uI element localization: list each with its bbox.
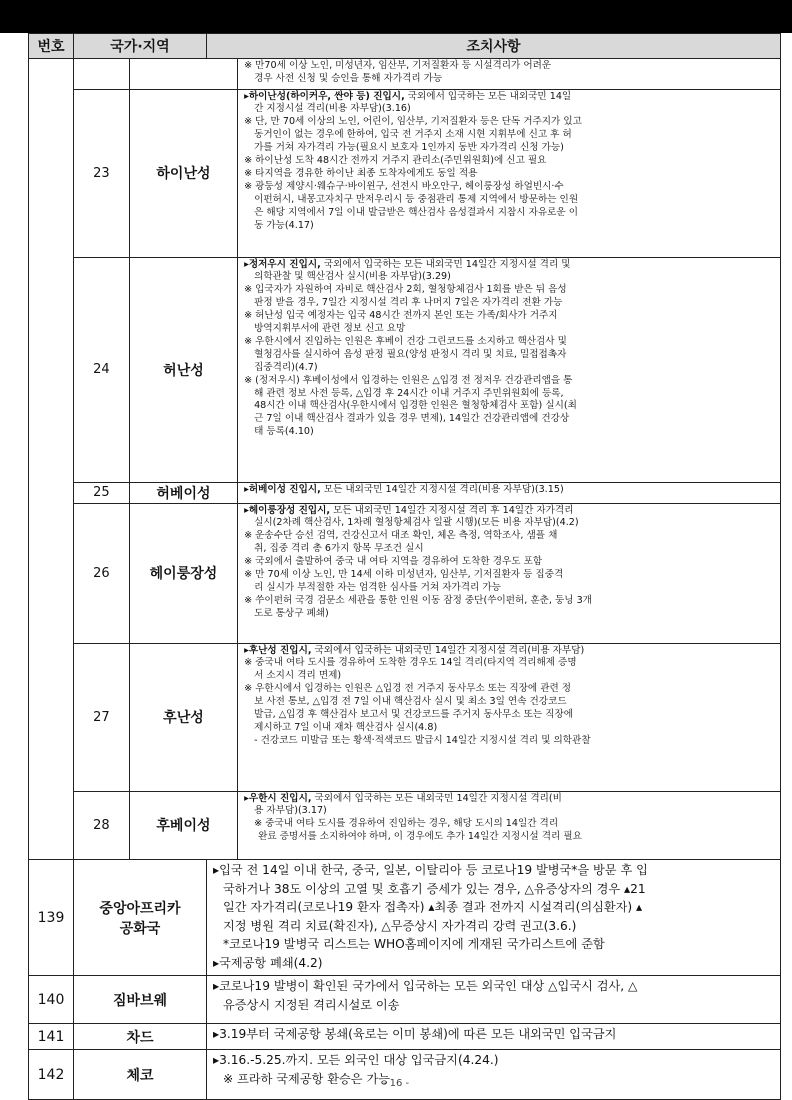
- text-line: [213, 1051, 776, 1070]
- line-text: 국외에서 입국하는 내외국민 14일간 지정시설 격리(비용 자부담): [311, 644, 585, 656]
- province-row: [74, 643, 780, 791]
- line-text: ▸입국 전 14일 이내 한국, 중국, 일본, 이탈리아 등 코로나19 발병국*을 방문 후 입: [213, 863, 648, 877]
- line-text: 국외에서 입국하는 모든 내외국민 14일: [404, 90, 572, 102]
- text-line: [244, 517, 776, 530]
- text-line: [244, 670, 776, 683]
- line-text: 제시하고 7일 이내 재차 핵산검사 실시(4.8): [254, 721, 438, 733]
- country-measures: [207, 860, 781, 976]
- top-black-bar: [0, 0, 792, 33]
- table-header-row: [29, 34, 781, 59]
- text-line: [244, 831, 776, 844]
- text-line: [213, 935, 776, 954]
- text-line: [244, 722, 776, 735]
- province-no: 26: [74, 503, 129, 643]
- country-row: [29, 1024, 781, 1050]
- country-no: 142: [29, 1050, 74, 1100]
- line-text: ※ 중국내 여타 도시를 경유하여 진입하는 경우, 해당 도시의 14일간 격리: [254, 818, 559, 830]
- province-name: 허난성: [129, 257, 237, 482]
- line-text: 가를 거쳐 자가격리 가능(필요시 보호자 1인까지 동반 자가격리 신청 가능): [254, 142, 564, 154]
- country-row: [29, 860, 781, 976]
- line-text: 실시(2차례 핵산검사, 1차례 혈청항체검사 일괄 시행)(모든 비용 자부담)(4.2): [254, 517, 579, 529]
- line-text: ※ 만70세 이상 노인, 미성년자, 임산부, 기저질환자 등 시설격리가 어려운: [244, 60, 552, 71]
- country-name-line: 공화국: [119, 920, 161, 937]
- line-text: 지정 병원 격리 치료(확진자), △무증상시 자가격리 강력 권고(3.6.): [223, 918, 577, 933]
- text-line: [244, 103, 776, 116]
- text-line: [244, 595, 776, 608]
- line-text: 국하거나 38도 이상의 고열 및 호흡기 증세가 있는 경우, △유증상자의 경우 ▴21: [223, 881, 646, 896]
- text-line: [244, 323, 776, 336]
- line-text: 간 지정시설 격리(비용 자부담)(3.16): [254, 103, 411, 115]
- line-text: 도로 통상구 폐쇄): [254, 607, 329, 619]
- province-no: 27: [74, 643, 129, 791]
- line-text: ※ 우한시에서 입경하는 인원은 △입경 전 거주지 동사무소 또는 직장에 관련 정: [244, 683, 572, 695]
- text-line: [244, 181, 776, 194]
- text-line: [213, 977, 776, 996]
- header-region: 국가·지역: [74, 34, 207, 59]
- province-no: 23: [74, 89, 129, 257]
- line-text: 의학관찰 및 핵산검사 실시(비용 자부담)(3.29): [254, 271, 451, 283]
- text-line: [244, 310, 776, 323]
- country-no: 141: [29, 1024, 74, 1050]
- text-line: [244, 400, 776, 413]
- line-text: 보 사전 통보, △입경 전 7일 이내 핵산검사 실시 및 최소 3일 연속 건강코드: [254, 696, 567, 708]
- text-line: [244, 696, 776, 709]
- line-text: ※ 하이난성 도착 48시간 전까지 거주지 관리소(주민위원회)에 신고 필요: [244, 155, 547, 167]
- line-text: ※ 중국내 여타 도시를 경유하여 도착한 경우도 14일 격리(타지역 격리해제 증명: [244, 657, 577, 669]
- text-line: [244, 556, 776, 569]
- bold-lead: ▸허베이성 진입시,: [244, 483, 321, 495]
- text-line: [244, 284, 776, 297]
- text-line: [244, 336, 776, 349]
- province-measures: [238, 791, 780, 859]
- text-line: [244, 683, 776, 696]
- country-measures: [207, 976, 781, 1024]
- line-text: 해 관련 정보 사전 등록, △입경 후 24시간 이내 거주지 주민위원회에 등록,: [254, 387, 564, 399]
- text-line: [213, 917, 776, 936]
- province-measures: [238, 59, 780, 89]
- province-measures: [238, 89, 780, 257]
- province-name: 후난성: [129, 643, 237, 791]
- document-page: [28, 33, 780, 1086]
- china-row-no: [29, 59, 74, 860]
- text-line: [213, 954, 776, 973]
- text-line: [244, 220, 776, 233]
- country-measures: [207, 1024, 781, 1050]
- country-no: 139: [29, 860, 74, 976]
- line-text: 모든 내외국민 14일간 지정시설 격리(비용 자부담)(3.15): [320, 483, 564, 495]
- text-line: [213, 880, 776, 899]
- line-text: ※ 광둥성 제양시·웨슈구·바이윈구, 선전시 바오안구, 헤이룽장성 하얼빈시·수: [244, 180, 564, 192]
- country-no: 140: [29, 976, 74, 1024]
- line-text: 취, 집중 격리 총 6가지 항목 무조건 실시: [254, 543, 424, 555]
- text-line: [244, 426, 776, 439]
- line-text: 48시간 이내 핵산검사(우한시에서 입경한 인원은 혈청항체검사 포함) 실시(최: [254, 400, 577, 412]
- text-line: [244, 155, 776, 168]
- header-measures: 조치사항: [207, 34, 781, 59]
- province-row: [74, 257, 780, 482]
- text-line: [244, 818, 776, 831]
- province-measures: [238, 482, 780, 503]
- province-row: [74, 791, 780, 859]
- line-text: ※ 운송수단 승선 검역, 건강신고서 대조 확인, 체온 측정, 역학조사, 샘플 채: [244, 530, 558, 542]
- bold-lead: ▸우한시 진입시,: [244, 792, 312, 804]
- province-name: 헤이룽장성: [129, 503, 237, 643]
- text-line: [244, 259, 776, 272]
- line-text: ▸3.16.-5.25.까지. 모든 외국인 대상 입국금지(4.24.): [213, 1053, 499, 1067]
- text-line: [244, 709, 776, 722]
- line-text: 일간 자가격리(코로나19 환자 접촉자) ▴최종 결과 전까지 시설격리(의심환자) ▴: [223, 900, 643, 915]
- country-name-line: 차드: [126, 1029, 154, 1046]
- province-no: 24: [74, 257, 129, 482]
- line-text: 국외에서 입국하는 모든 내외국민 14일간 지정시설 격리 및: [320, 258, 571, 270]
- text-line: [213, 996, 776, 1015]
- province-measures: [238, 643, 780, 791]
- text-line: [244, 388, 776, 401]
- country-name: [74, 976, 207, 1024]
- text-line: [244, 413, 776, 426]
- bold-lead: ▸정저우시 진입시,: [244, 258, 321, 270]
- page-number: - 16 -: [382, 1078, 410, 1089]
- line-text: 은 해당 지역에서 7일 이내 발급받은 핵산검사 음성결과서 지참시 자유로운 이: [254, 206, 578, 218]
- text-line: [244, 129, 776, 142]
- text-line: [244, 735, 776, 748]
- line-text: - 건강코드 미발급 또는 황색·적색코드 발급시 14일간 지정시설 격리 및 의학관찰: [254, 734, 591, 746]
- line-text: 혈청검사를 실시하여 음성 판정 필요(양성 판정시 격리 및 치료, 밀접접촉자: [254, 348, 567, 360]
- province-no: 25: [74, 482, 129, 503]
- bold-lead: ▸후난성 진입시,: [244, 644, 312, 656]
- line-text: 발급, △입경 후 핵산검사 보고서 및 건강코드를 주거지 동사무소 또는 직장에: [254, 709, 574, 721]
- country-row: [29, 1050, 781, 1100]
- text-line: [244, 362, 776, 375]
- text-line: [213, 861, 776, 880]
- province-row: [74, 59, 780, 89]
- text-line: [244, 207, 776, 220]
- line-text: 판정 받을 경우, 7일간 지정시설 격리 후 나머지 7일은 자가격리 전환 가능: [254, 297, 563, 309]
- country-name-line: 짐바브웨: [112, 992, 168, 1009]
- bold-lead: ▸헤이룽장성 진입시,: [244, 504, 331, 516]
- line-text: ※ 허난성 입국 예정자는 입국 48시간 전까지 본인 또는 가족/회사가 거주지: [244, 310, 558, 322]
- line-text: ※ 입국자가 자원하여 자비로 핵산검사 2회, 혈청항체검사 1회를 받은 뒤 음성: [244, 284, 567, 296]
- line-text: ※ 단, 만 70세 이상의 노인, 어린이, 임산부, 기저질환자 등은 단독 거주지가 있고: [244, 116, 582, 128]
- province-subtable: [74, 59, 780, 859]
- province-row: [74, 482, 780, 503]
- text-line: [244, 349, 776, 362]
- line-text: 근 7일 이내 핵산검사 결과가 있을 경우 면제), 14일간 건강관리앱에 건강상: [254, 413, 570, 425]
- text-line: [244, 142, 776, 155]
- line-text: ※ 만 70세 이상 노인, 만 14세 이하 미성년자, 임산부, 기저질환자 등 집중격: [244, 569, 564, 581]
- text-line: [244, 805, 776, 818]
- country-name-line: 체코: [126, 1067, 154, 1084]
- province-measures: [238, 503, 780, 643]
- line-text: 용 자부담)(3.17): [254, 805, 327, 817]
- line-text: 이펀허시, 내몽고자치구 만저우리시 등 중점관리 통제 지역에서 방문하는 인원: [254, 193, 579, 205]
- text-line: [244, 168, 776, 181]
- text-line: [244, 484, 776, 497]
- text-line: [244, 116, 776, 129]
- line-text: ▸코로나19 발병이 확인된 국가에서 입국하는 모든 외국인 대상 △입국시 검사, △: [213, 979, 638, 993]
- province-measures: [238, 257, 780, 482]
- country-name-line: 중앙아프리카: [99, 900, 181, 917]
- bold-lead: ▸하이난성(하이커우, 싼야 등) 진입시,: [244, 90, 405, 102]
- text-line: [244, 271, 776, 284]
- country-name: [74, 1024, 207, 1050]
- province-name: 허베이성: [129, 482, 237, 503]
- line-text: 집중격리)(4.7): [254, 361, 318, 373]
- line-text: *코로나19 발병국 리스트는 WHO홈페이지에 게재된 국가리스트에 준함: [223, 937, 605, 952]
- line-text: 완료 증명서를 소지하여야 하며, 이 경우에도 추가 14일간 지정시설 격리 필요: [258, 831, 582, 843]
- province-name: 후베이성: [129, 791, 237, 859]
- province-no: [74, 59, 129, 89]
- country-row: [29, 976, 781, 1024]
- line-text: ※ 프라하 국제공항 환승은 가능: [223, 1071, 390, 1086]
- text-line: [244, 608, 776, 621]
- province-row: [74, 503, 780, 643]
- line-text: ※ 국외에서 출발하여 중국 내 여타 지역을 경유하여 도착한 경우도 포함: [244, 556, 543, 568]
- text-line: [244, 60, 776, 73]
- text-line: [244, 569, 776, 582]
- text-line: [213, 1025, 776, 1044]
- province-name: [129, 59, 237, 89]
- header-no: 번호: [29, 34, 74, 59]
- line-text: ※ 타지역을 경유한 하이난 최종 도착자에게도 동일 적용: [244, 167, 478, 179]
- line-text: ※ 우한시에서 진입하는 인원은 후베이 건강 그린코드를 소지하고 핵산검사 및: [244, 335, 567, 347]
- province-row: [74, 89, 780, 257]
- text-line: [244, 91, 776, 104]
- line-text: 태 등록(4.10): [254, 426, 314, 438]
- text-line: [213, 898, 776, 917]
- text-line: [244, 793, 776, 806]
- line-text: 모든 내외국민 14일간 지정시설 격리 후 14일간 자가격리: [330, 504, 574, 516]
- line-text: 동 가능(4.17): [254, 219, 314, 231]
- country-name: [74, 1050, 207, 1100]
- text-line: [244, 645, 776, 658]
- measures-table: [28, 33, 781, 1100]
- china-province-row: [29, 59, 781, 860]
- text-line: [244, 582, 776, 595]
- province-no: 28: [74, 791, 129, 859]
- text-line: [244, 543, 776, 556]
- line-text: ※ (정저우시) 후베이성에서 입경하는 인원은 △입경 전 정저우 건강관리앱을 통: [244, 374, 573, 386]
- text-line: [244, 73, 776, 86]
- line-text: 방역지휘부서에 관련 정보 신고 요망: [254, 323, 406, 335]
- line-text: ▸국제공항 폐쇄(4.2): [213, 955, 323, 970]
- country-name: [74, 860, 207, 976]
- text-line: [244, 194, 776, 207]
- text-line: [244, 657, 776, 670]
- line-text: 국외에서 입국하는 모든 내외국민 14일간 지정시설 격리(비: [311, 792, 562, 804]
- country-measures: [207, 1050, 781, 1100]
- line-text: 유증상시 지정된 격리시설로 이송: [223, 997, 400, 1012]
- line-text: 경우 사전 신청 및 승인을 통해 자가격리 가능: [254, 72, 443, 84]
- line-text: 동거인이 없는 경우에 한하여, 입국 전 거주지 소재 시현 지휘부에 신고 후 허: [254, 129, 572, 141]
- line-text: ※ 쑤이펀허 국경 검문소 세관을 통한 인원 이동 잠정 중단(쑤이펀허, 훈춘, 둥닝 3개: [244, 594, 592, 606]
- line-text: ▸3.19부터 국제공항 봉쇄(육로는 이미 봉쇄)에 따른 모든 내외국민 입국금지: [213, 1027, 617, 1041]
- text-line: [244, 505, 776, 518]
- text-line: [244, 530, 776, 543]
- line-text: 서 소지시 격리 면제): [254, 670, 342, 682]
- province-name: 하이난성: [129, 89, 237, 257]
- line-text: 리 실시가 부적절한 자는 엄격한 심사를 거쳐 자가격리 가능: [254, 581, 501, 593]
- text-line: [244, 297, 776, 310]
- text-line: [244, 375, 776, 388]
